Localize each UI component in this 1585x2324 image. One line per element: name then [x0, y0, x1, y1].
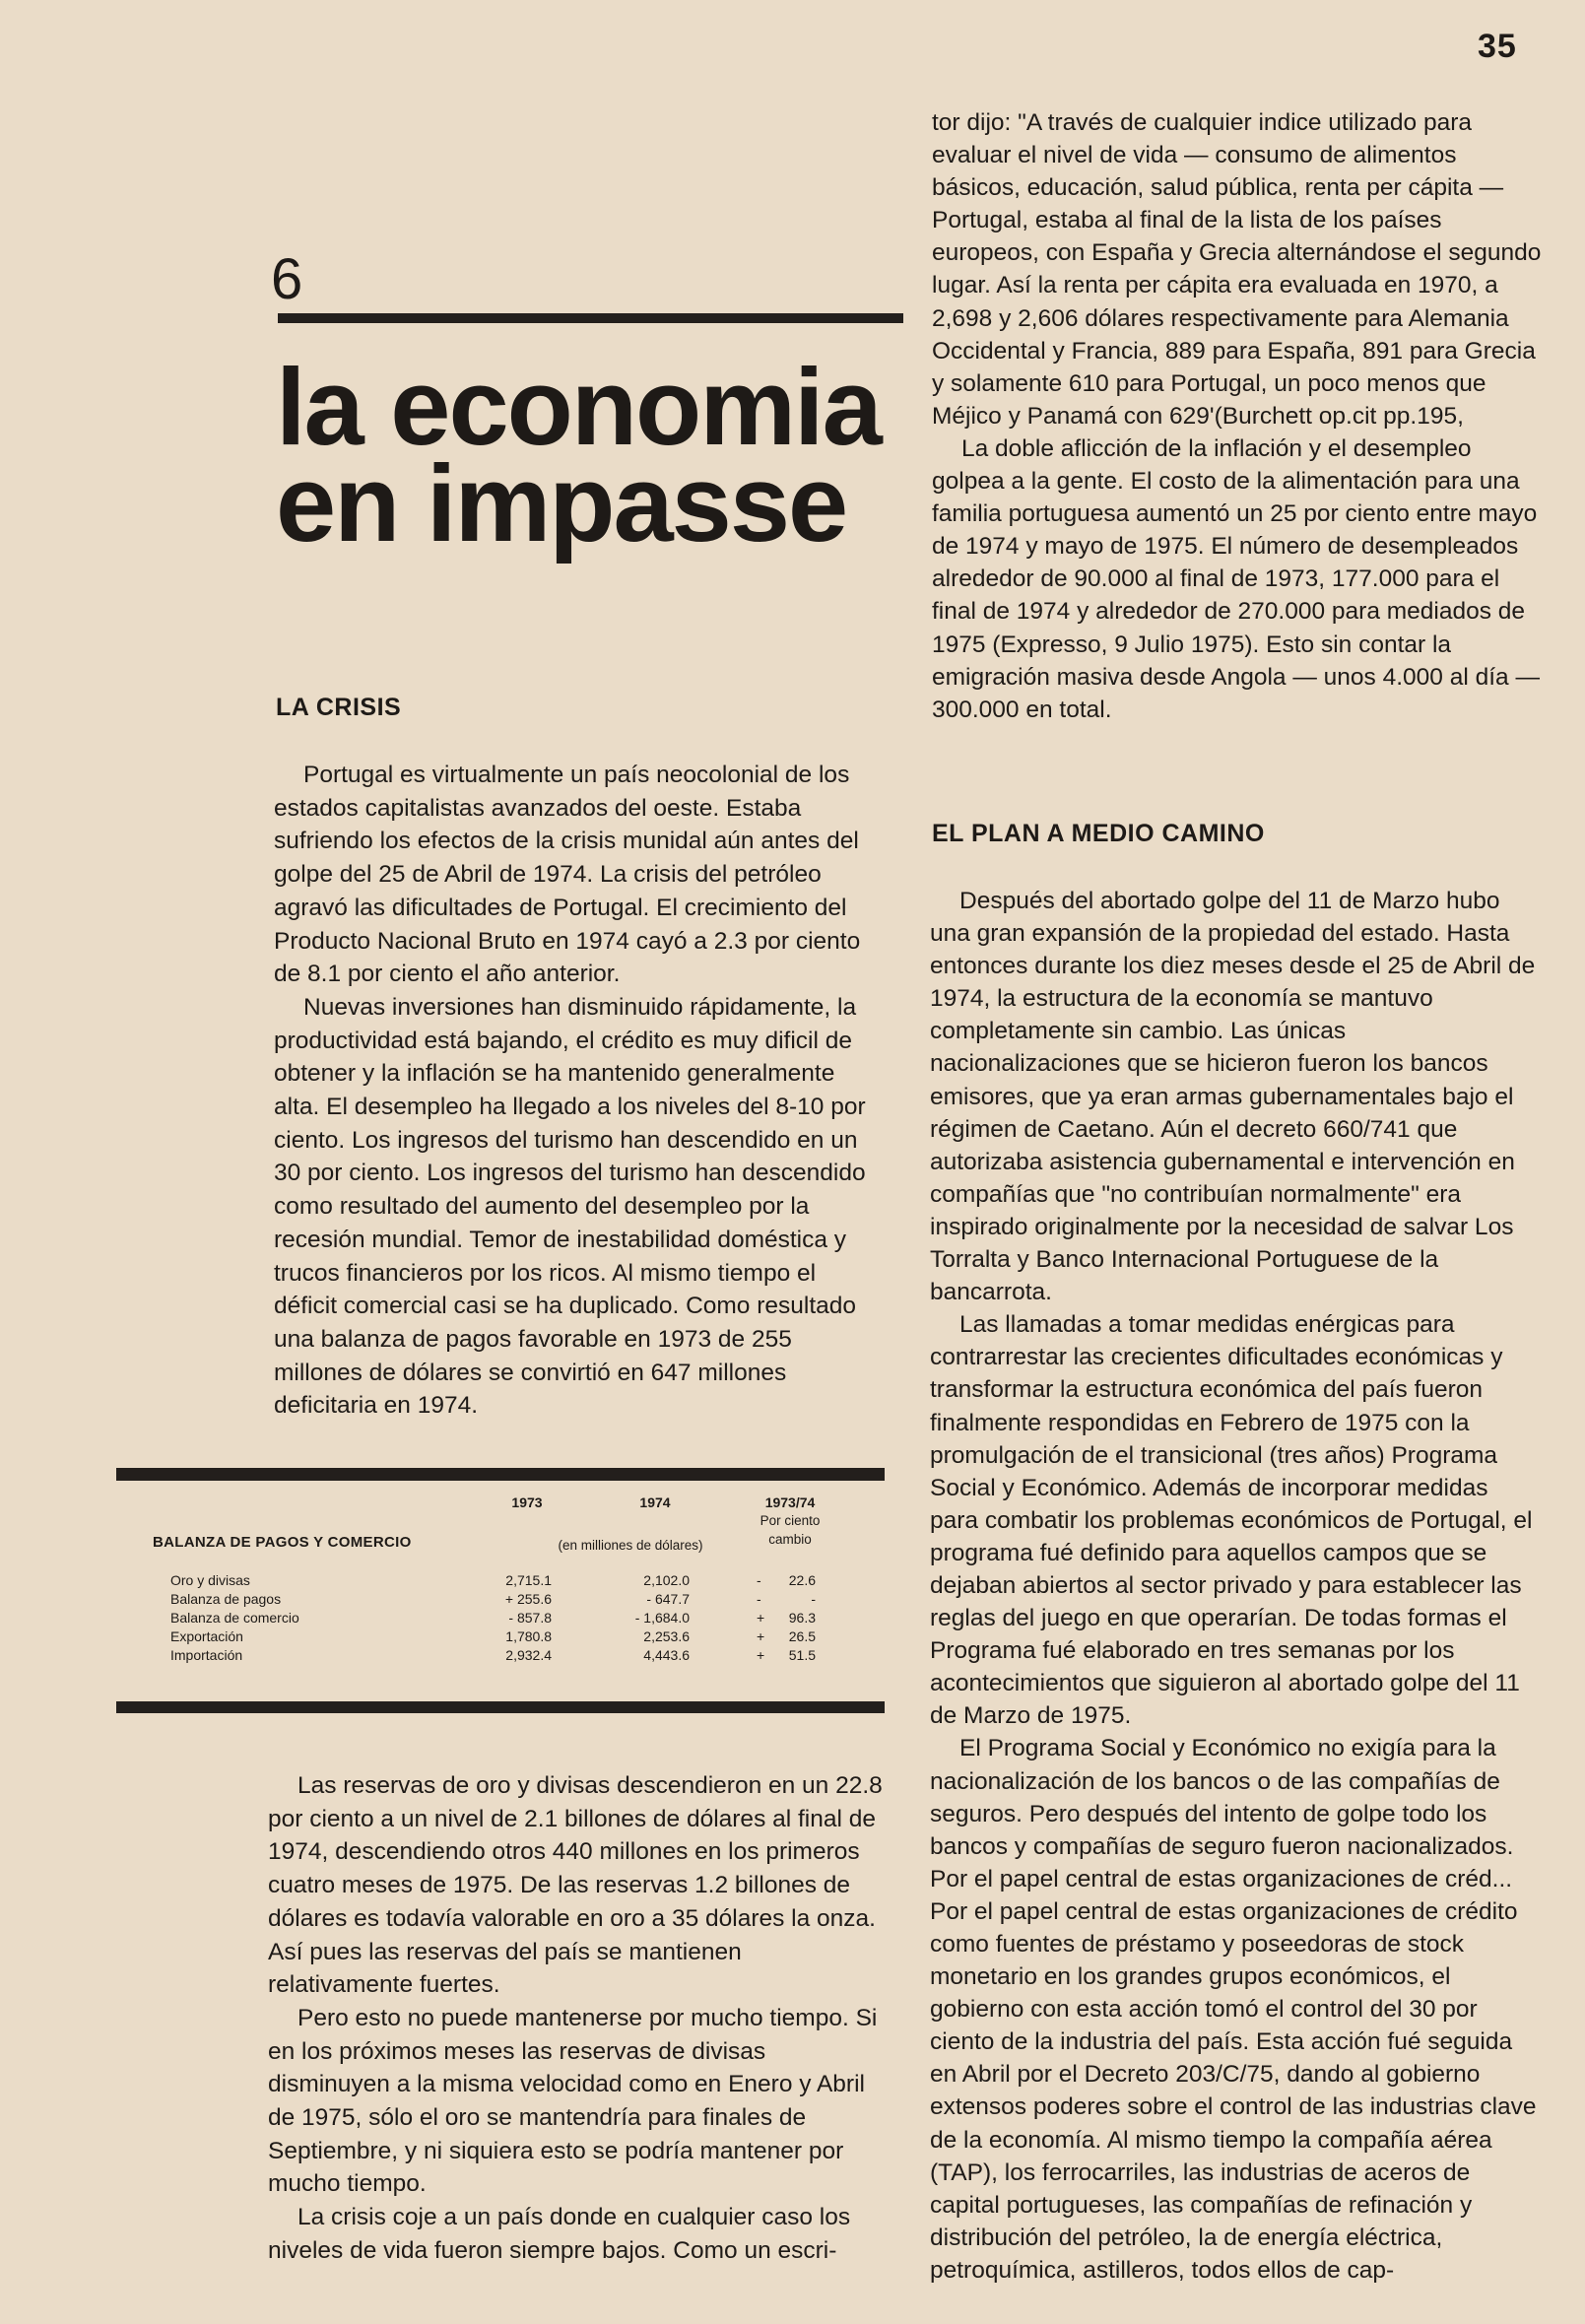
- table-cell: 1,780.8: [505, 1628, 552, 1644]
- table-cell: 22.6: [788, 1572, 816, 1588]
- table-cell-sign: +: [757, 1647, 765, 1663]
- table-cell: 4,443.6: [643, 1647, 690, 1663]
- table-cell: - 647.7: [646, 1591, 690, 1607]
- table-row-change: [757, 1609, 816, 1627]
- section-heading-plan: EL PLAN A MEDIO CAMINO: [932, 820, 1265, 847]
- table-header-1974: 1974: [639, 1494, 671, 1510]
- paragraph: Las llamadas a tomar medidas enérgicas para contrarrestar las crecientes dificultades económicas y transformar la estructura económica del país fueron finalmente respondidas en Febrero de 1975 con la promulgación de el transicional (tres años) Programa Social y Económico. Además de incorporar medidas para combatir los problemas económicos de Portugal, el programa fué definido para aquellos campos que se dejaban abiertos al sector privado y para establecer las reglas del juego en que operarían. De todas formas el Programa fué elaborado en tres semanas por los acontecimientos que siguieron al abortado golpe del 11 de Marzo de 1975.: [930, 1311, 1533, 1730]
- table-cell: 2,932.4: [505, 1647, 552, 1663]
- table-cell: 2,715.1: [505, 1572, 552, 1588]
- section-heading-crisis: LA CRISIS: [276, 694, 402, 721]
- table-change-sub2: cambio: [768, 1532, 812, 1547]
- table-row-change: [757, 1646, 816, 1665]
- right-column-top-text: [932, 106, 1545, 726]
- table-cell-sign: +: [757, 1610, 765, 1626]
- crisis-text: [274, 759, 883, 1423]
- table-cell: -: [811, 1591, 816, 1607]
- table-row-labels: [170, 1571, 299, 1665]
- chapter-rule: [278, 313, 903, 323]
- table-row-change: [757, 1590, 816, 1609]
- table-header-change: 1973/74: [764, 1494, 816, 1510]
- table-row-change: [757, 1571, 816, 1590]
- table-row-change: [757, 1627, 816, 1646]
- table-cell: 96.3: [788, 1610, 816, 1626]
- chapter-number: 6: [271, 247, 303, 311]
- table-row-label: Balanza de pagos: [170, 1591, 282, 1607]
- table-col-1974: [591, 1571, 690, 1665]
- table-cell: 51.5: [788, 1647, 816, 1663]
- table-col-change: [757, 1571, 816, 1665]
- page-number: 35: [1478, 28, 1517, 65]
- crisis-text-after-table: [268, 1769, 889, 2268]
- paragraph: La crisis coje a un país donde en cualquier caso los niveles de vida fueron siempre bajos. Como un escri-: [268, 2204, 851, 2264]
- table-cell: + 255.6: [504, 1591, 552, 1607]
- paragraph: Pero esto no puede mantenerse por mucho tiempo. Si en los próximos meses las reservas de divisas disminuyen a la misma velocidad como en Enero y Abril de 1975, sólo el oro se mantendría para finales de Septiembre, y ni siquiera esto se podría mantener por mucho tiempo.: [268, 2004, 878, 2198]
- table-cell-sign: -: [757, 1591, 761, 1607]
- chapter-title-line-1: la economia: [276, 347, 881, 468]
- table-header-1973: 1973: [511, 1494, 543, 1510]
- paragraph: Después del abortado golpe del 11 de Marzo hubo una gran expansión de la propiedad del estado. Hasta entonces durante los diez meses desde el 25 de Abril de 1974, la estructura de la economía se mantuvo completamente sin cambio. Las únicas nacionalizaciones que se hicieron fueron los bancos emisores, que ya eran armas gubernamentales bajo el régimen de Caetano. Aún el decreto 660/741 que autorizaba asistencia gubernamental e intervención en compañías que "no contribuían normalmente" era inspirado originalmente por la necesidad de salvar Los Torralta y Banco Internacional Portuguese de la bancarrota.: [930, 888, 1536, 1306]
- table-caption: BALANZA DE PAGOS Y COMERCIO: [153, 1534, 412, 1551]
- table-cell: - 1,684.0: [634, 1610, 690, 1626]
- table-cell-sign: +: [757, 1628, 765, 1644]
- table-bottom-rule: [116, 1701, 885, 1713]
- table-cell: 26.5: [788, 1628, 816, 1644]
- table-units: (en milliones de dólares): [558, 1538, 703, 1553]
- paragraph: El Programa Social y Económico no exigía para la nacionalización de los bancos o de las compañías de seguros. Pero después del intento de golpe todo los bancos y compañías de seguro fueron nacionalizados. Por el papel central de estas organizaciones de créd... Por el papel central de estas organizaciones de crédito como fuentes de préstamo y poseedoras de stock monetario en los grandes grupos económicos, el gobierno con esta acción tomó el control del 30 por ciento de la industria del país. Esta acción fué seguida en Abril por el Decreto 203/C/75, dando al gobierno extensos poderes sobre el control de las industrias clave de la economía. Al mismo tiempo la compañía aérea (TAP), los ferrocarriles, las industrias de aceros de capital portugueses, las compañías de refinación y distribución del petróleo, la de energía eléctrica, petroquímica, astilleros, todos ellos de cap-: [930, 1735, 1537, 2284]
- table-row-label: Balanza de comercio: [170, 1610, 299, 1626]
- paragraph: Portugal es virtualmente un país neocolonial de los estados capitalistas avanzados del oeste. Estaba sufriendo los efectos de la crisis munidal aún antes del golpe del 25 de Abril de 1974. La crisis del petróleo agravó las dificultades de Portugal. El crecimiento del Producto Nacional Bruto en 1974 cayó a 2.3 por ciento de 8.1 por ciento el año anterior.: [274, 762, 861, 988]
- table-cell: - 857.8: [508, 1610, 552, 1626]
- paragraph: tor dijo: "A través de cualquier indice utilizado para evaluar el nivel de vida — consumo de alimentos básicos, educación, salud pública, renta per cápita — Portugal, estaba al final de la lista de los países europeos, con España y Grecia alternándose el segundo lugar. Así la renta per cápita era evaluada en 1970, a 2,698 y 2,606 dólares respectivamente para Alemania Occidental y Francia, 889 para España, 891 para Grecia y solamente 610 para Portugal, un poco menos que Méjico y Panamá con 629'(Burchett op.cit pp.195,: [932, 109, 1542, 430]
- paragraph: Nuevas inversiones han disminuido rápidamente, la productividad está bajando, el crédito es muy dificil de obtener y la inflación se ha mantenido generalmente alta. El desempleo ha llegado a los niveles del 8-10 por ciento. Los ingresos del turismo han descendido en un 30 por ciento. Los ingresos del turismo han descendido como resultado del aumento del desempleo por la recesión mundial. Temor de inestabilidad doméstica y trucos financieros por los ricos. Al mismo tiempo el déficit comercial casi se ha duplicado. Como resultado una balanza de pagos favorable en 1973 de 255 millones de dólares se convirtió en 647 millones deficitaria en 1974.: [274, 993, 866, 1420]
- chapter-title: [276, 347, 887, 564]
- chapter-title-line-2: en impasse: [276, 443, 847, 564]
- table-change-sub1: Por ciento: [759, 1513, 821, 1528]
- table-cell: 2,102.0: [643, 1572, 690, 1588]
- table-top-rule: [116, 1468, 885, 1481]
- table-cell: 2,253.6: [643, 1628, 690, 1644]
- table-row-label: Importación: [170, 1647, 243, 1663]
- table-row-label: Oro y divisas: [170, 1572, 250, 1588]
- table-row-label: Exportación: [170, 1628, 243, 1644]
- table-col-1973: [473, 1571, 552, 1665]
- paragraph: Las reservas de oro y divisas descendieron en un 22.8 por ciento a un nivel de 2.1 billones de dólares al final de 1974, descendiendo otros 440 millones en los primeros cuatro meses de 1975. De las reservas 1.2 billones de dólares es todavía valorable en oro a 35 dólares la onza. Así pues las reservas del país se mantienen relativamente fuertes.: [268, 1772, 883, 1999]
- table-cell-sign: -: [757, 1572, 761, 1588]
- right-column-bottom-text: [930, 885, 1541, 2287]
- paragraph: La doble aflicción de la inflación y el desempleo golpea a la gente. El costo de la alimentación para una familia portuguesa aumentó un 25 por ciento entre mayo de 1974 y mayo de 1975. El número de desempleados alrededor de 90.000 al final de 1973, 177.000 para el final de 1974 y alrededor de 270.000 para mediados de 1975 (Expresso, 9 Julio 1975). Esto sin contar la emigración masiva desde Angola — unos 4.000 al día — 300.000 en total.: [932, 434, 1540, 723]
